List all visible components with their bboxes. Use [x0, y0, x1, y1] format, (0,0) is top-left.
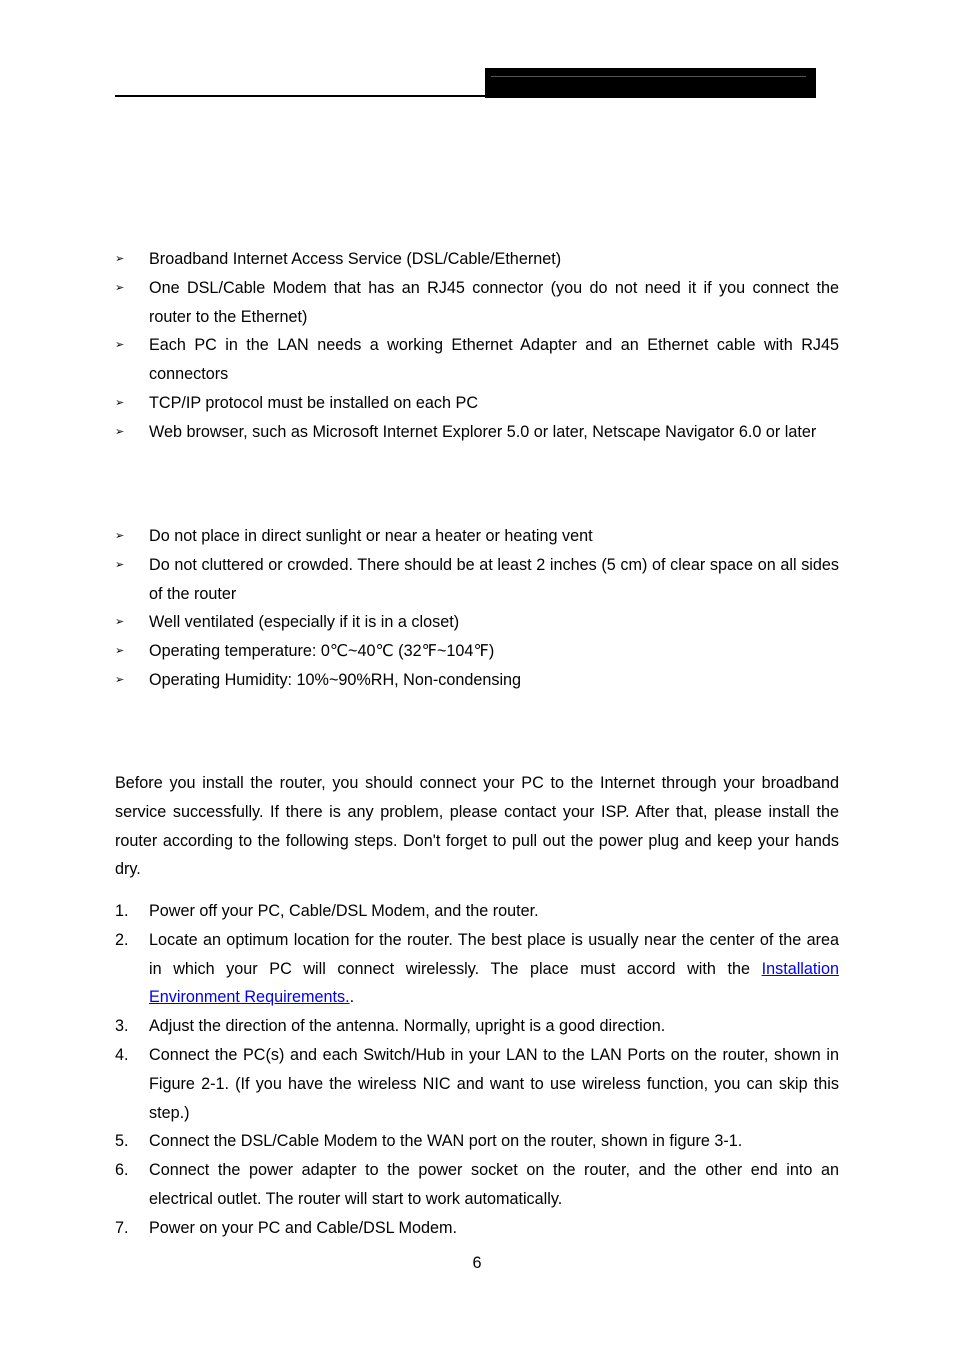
step-item: 5. Connect the DSL/Cable Modem to the WAN port on the router, shown in figure 3-1.	[115, 1127, 839, 1156]
arrow-bullet-icon: ➢	[115, 425, 125, 438]
system-requirements-list	[115, 245, 839, 447]
step-item: 7. Power on your PC and Cable/DSL Modem.	[115, 1214, 839, 1243]
list-item: ➢ Broadband Internet Access Service (DSL/Cable/Ethernet)	[115, 245, 839, 274]
step-number: 3.	[115, 1017, 129, 1036]
list-item: ➢ TCP/IP protocol must be installed on each PC	[115, 389, 839, 418]
step-item: 4. Connect the PC(s) and each Switch/Hub in your LAN to the LAN Ports on the router, shown in Figure 2-1. (If you have the wireless NIC and want to use wireless function, you can skip this step.)	[115, 1041, 839, 1127]
page-number: 6	[472, 1254, 482, 1272]
step-number: 1.	[115, 902, 129, 920]
list-item: ➢ Operating Humidity: 10%~90%RH, Non-condensing	[115, 666, 839, 695]
arrow-bullet-icon: ➢	[115, 673, 125, 686]
step-item: 3. Adjust the direction of the antenna. Normally, upright is a good direction.	[115, 1012, 839, 1041]
list-item: ➢ Do not place in direct sunlight or near a heater or heating vent	[115, 522, 839, 551]
list-item: ➢ Web browser, such as Microsoft Internet Explorer 5.0 or later, Netscape Navigator 6.0 or later	[115, 418, 839, 447]
step-number: 5.	[115, 1132, 129, 1151]
header-bar	[485, 68, 816, 98]
step-item: 2. Locate an optimum location for the router. The best place is usually near the center of the area in which your PC will connect wirelessly. The place must accord with the Installation Environment Requirements..	[115, 926, 839, 1012]
step-item: 6. Connect the power adapter to the power socket on the router, and the other end into an electrical outlet. The router will start to work automatically.	[115, 1156, 839, 1214]
header-rule	[115, 95, 487, 97]
step-number: 2.	[115, 930, 129, 949]
installation-steps-list	[115, 897, 839, 1243]
arrow-bullet-icon: ➢	[115, 616, 125, 629]
arrow-bullet-icon: ➢	[115, 530, 125, 542]
arrow-bullet-icon: ➢	[115, 558, 125, 571]
arrow-bullet-icon: ➢	[115, 253, 125, 265]
step-number: 4.	[115, 1045, 129, 1064]
installation-environment-list	[115, 522, 839, 695]
list-item: ➢ Each PC in the LAN needs a working Ethernet Adapter and an Ethernet cable with RJ45 connectors	[115, 331, 839, 389]
arrow-bullet-icon: ➢	[115, 396, 125, 409]
installation-intro-paragraph: Before you install the router, you should connect your PC to the Internet through your broadband service successfully. If there is any problem, please contact your ISP. After that, please install the router according to the following steps. Don't forget to pull out the power plug and keep your hands dry.	[115, 774, 839, 879]
arrow-bullet-icon: ➢	[115, 281, 125, 294]
step-number: 6.	[115, 1161, 129, 1180]
arrow-bullet-icon: ➢	[115, 339, 125, 352]
list-item: ➢ One DSL/Cable Modem that has an RJ45 connector (you do not need it if you connect the router to the Ethernet)	[115, 274, 839, 332]
step-number: 7.	[115, 1218, 129, 1237]
arrow-bullet-icon: ➢	[115, 645, 125, 658]
header-bar-inner-line	[491, 76, 806, 77]
list-item: ➢ Well ventilated (especially if it is in a closet)	[115, 608, 839, 637]
step-item: 1. Power off your PC, Cable/DSL Modem, and the router.	[115, 897, 839, 926]
installation-environment-requirements-link[interactable]: Installation Environment Requirements.	[149, 959, 839, 1007]
list-item: ➢ Do not cluttered or crowded. There should be at least 2 inches (5 cm) of clear space on all sides of the router	[115, 551, 839, 609]
list-item: ➢ Operating temperature: 0℃~40℃ (32℉~104℉)	[115, 637, 839, 666]
